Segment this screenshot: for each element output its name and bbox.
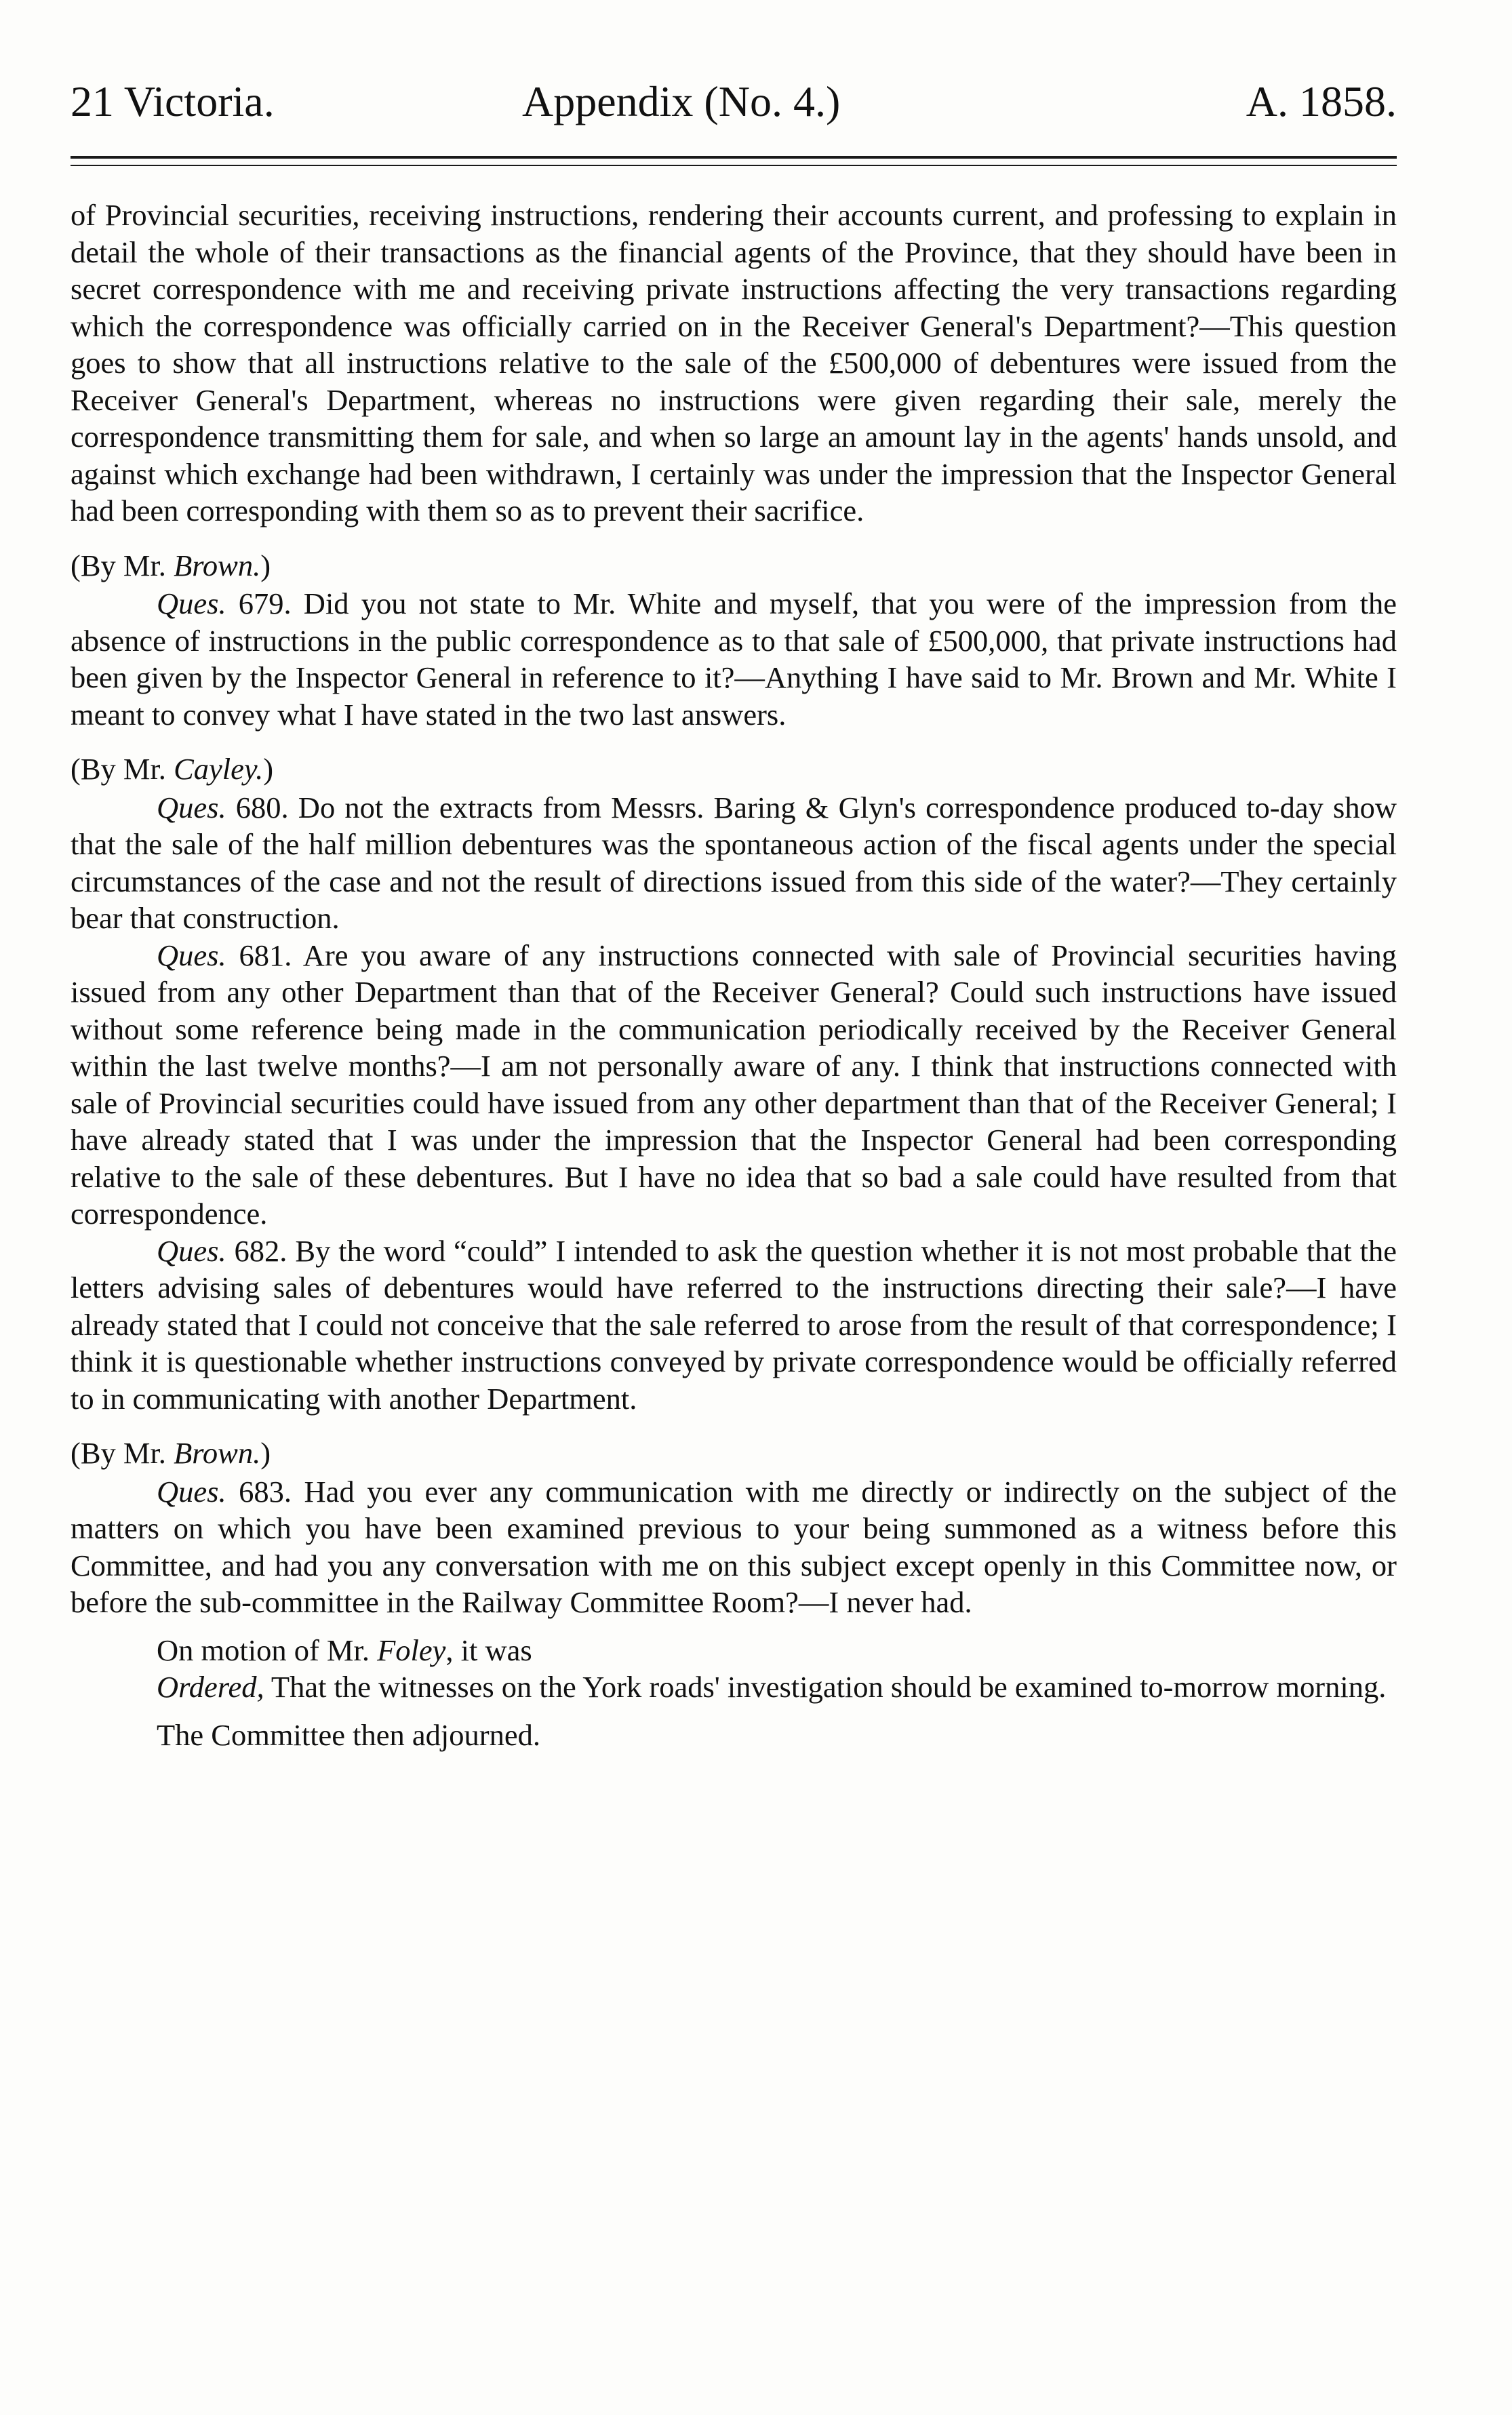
speaker-name: Cayley. bbox=[174, 752, 264, 786]
motion-prefix: On motion of Mr. bbox=[157, 1633, 378, 1667]
question-text: 681. Are you aware of any instructions connected with sale of Provincial securities having issued from any other Department than that of the Receiver General? Could such instructions have issued without some reference being made in the communication periodically received by the Receiver General within the last twelve months?—I am not personally aware of any. I think that instructions connected with sale of Provincial securities could have issued from any other department than that of the Receiver General; I have already stated that I was under the impression that the Inspector General had been corresponding relative to the sale of these debentures. But I have no idea that so bad a sale could have resulted from that correspondence. bbox=[71, 938, 1397, 1231]
speaker-prefix: (By Mr. bbox=[71, 1436, 174, 1470]
question-label: Ques. bbox=[157, 790, 226, 824]
continued-answer-paragraph: of Provincial securities, receiving instructions, rendering their accounts current, and professing to explain in detail the whole of their transactions as the financial agents of the Province, that they should have been in secret correspondence with me and receiving private instructions affecting the very transactions regarding which the correspondence was officially carried on in the Receiver General's Department?—This question goes to show that all instructions relative to the sale of the £500,000 of debentures were issued from the Receiver General's Department, whereas no instructions were given regarding their sale, merely the correspondence transmitting them for sale, and when so large an amount lay in the agents' hands unsold, and against which exchange had been withdrawn, I certainly was under the impression that the Inspector General had been corresponding with them so as to prevent their sacrifice. bbox=[71, 198, 1397, 527]
question-text: 682. By the word “could” I intended to ask the question whether it is not most probable that the letters advising sales of debentures would have referred to the instructions directing their sale?—I have already stated that I could not conceive that the sale referred to arose from the result of that correspondence; I think it is questionable whether instructions conveyed by private correspondence would be officially referred to in communicating with another Department. bbox=[71, 1233, 1397, 1416]
speaker-name: Brown. bbox=[174, 548, 261, 582]
question-text: 680. Do not the extracts from Messrs. Baring & Glyn's correspondence produced to-day show that the sale of the half million debentures was the spontaneous action of the fiscal agents under the special circumstances of the case and not the result of directions issued from this side of the water?—They certainly bear that construction. bbox=[71, 790, 1397, 935]
adjournment-line: The Committee then adjourned. bbox=[157, 1717, 540, 1752]
question-text: 679. Did you not state to Mr. White and myself, that you were of the impression from the absence of instructions in the public correspondence as to that sale of £500,000, that private instructions had been given by the Inspector General in reference to it?—Anything I have said to Mr. Brown and Mr. White I meant to convey what I have stated in the two last answers. bbox=[71, 586, 1397, 732]
speaker-heading bbox=[71, 1435, 1397, 1472]
speaker-suffix: ) bbox=[260, 548, 271, 582]
speaker-name: Brown. bbox=[174, 1436, 261, 1470]
question-label: Ques. bbox=[157, 938, 226, 972]
header-session: 21 Victoria. bbox=[71, 77, 275, 125]
header-year: A. 1858. bbox=[1246, 77, 1397, 125]
page-header bbox=[71, 68, 1397, 136]
question-label: Ques. bbox=[157, 1233, 226, 1268]
motion-line bbox=[71, 1632, 1397, 1669]
question-text: 683. Had you ever any communication with me directly or indirectly on the subject of the matters on which you have been examined previous to your being summoned as a witness before this Committee, and had you any conversation with me on this subject except openly in this Committee now, or before the sub-committee in the Railway Committee Room?—I never had. bbox=[71, 1474, 1397, 1619]
question-679 bbox=[71, 585, 1397, 733]
header-title: Appendix (No. 4.) bbox=[522, 77, 841, 125]
question-label: Ques. bbox=[157, 1474, 226, 1509]
question-683 bbox=[71, 1473, 1397, 1621]
speaker-heading bbox=[71, 547, 1397, 584]
question-681 bbox=[71, 937, 1397, 1233]
header-rule-thin bbox=[71, 165, 1397, 166]
question-680 bbox=[71, 789, 1397, 937]
question-682 bbox=[71, 1233, 1397, 1418]
speaker-suffix: ) bbox=[263, 752, 274, 786]
header-rule-thick bbox=[71, 156, 1397, 159]
order-paragraph bbox=[71, 1669, 1397, 1706]
motion-suffix: , it was bbox=[445, 1633, 532, 1667]
order-label: Ordered, bbox=[157, 1670, 264, 1704]
motion-mover: Foley bbox=[377, 1633, 446, 1667]
order-text: That the witnesses on the York roads' investigation should be examined to-morrow morning. bbox=[264, 1670, 1387, 1704]
speaker-prefix: (By Mr. bbox=[71, 752, 174, 786]
speaker-prefix: (By Mr. bbox=[71, 548, 174, 582]
speaker-heading bbox=[71, 751, 1397, 788]
speaker-suffix: ) bbox=[260, 1436, 271, 1470]
question-label: Ques. bbox=[157, 586, 226, 620]
document-body bbox=[71, 197, 1397, 1753]
